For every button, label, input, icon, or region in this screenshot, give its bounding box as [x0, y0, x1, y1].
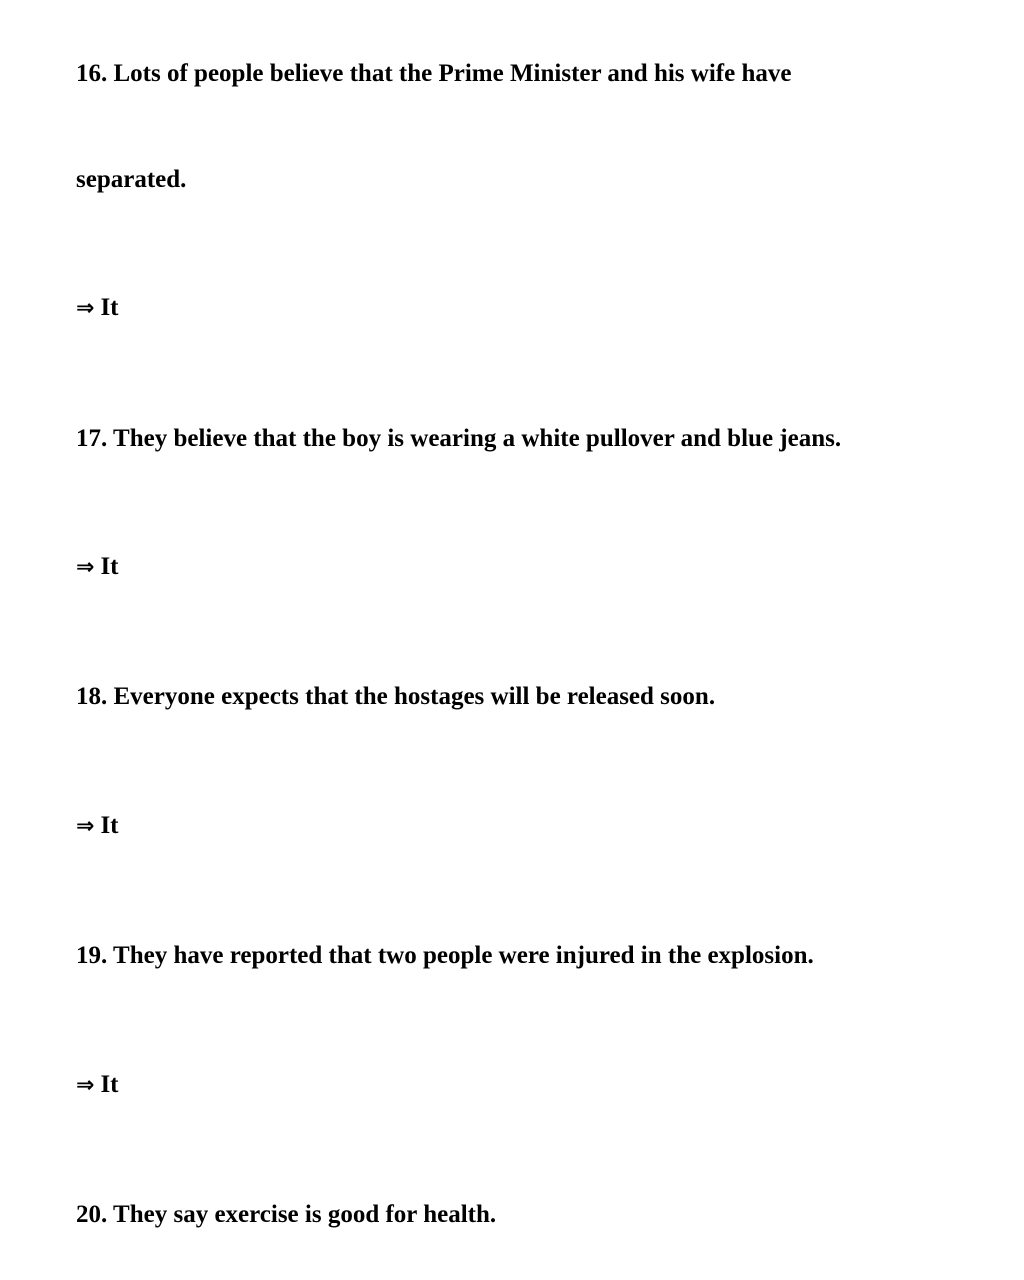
answer-prompt: It	[100, 553, 119, 580]
arrow-right-icon: ⇒	[76, 814, 95, 839]
answer-prompt: It	[100, 294, 119, 321]
exercise-18-answer-line	[76, 811, 119, 842]
exercise-16-question-line2: separated.	[76, 166, 187, 193]
exercise-16-answer-line	[76, 293, 119, 324]
arrow-right-icon: ⇒	[76, 1073, 95, 1098]
exercise-17-answer-line	[76, 552, 119, 583]
arrow-right-icon: ⇒	[76, 555, 95, 580]
exercise-17-question: 17. They believe that the boy is wearing a white pullover and blue jeans.	[76, 425, 842, 452]
exercise-20-question: 20. They say exercise is good for health.	[76, 1201, 497, 1228]
answer-prompt: It	[100, 812, 119, 839]
exercise-16-question-line1: 16. Lots of people believe that the Prime Minister and his wife have	[76, 60, 792, 87]
exercise-19-question: 19. They have reported that two people were injured in the explosion.	[76, 942, 814, 969]
exercise-18-question: 18. Everyone expects that the hostages will be released soon.	[76, 683, 716, 710]
answer-prompt: It	[100, 1071, 119, 1098]
arrow-right-icon: ⇒	[76, 296, 95, 321]
exercise-19-answer-line	[76, 1070, 119, 1101]
